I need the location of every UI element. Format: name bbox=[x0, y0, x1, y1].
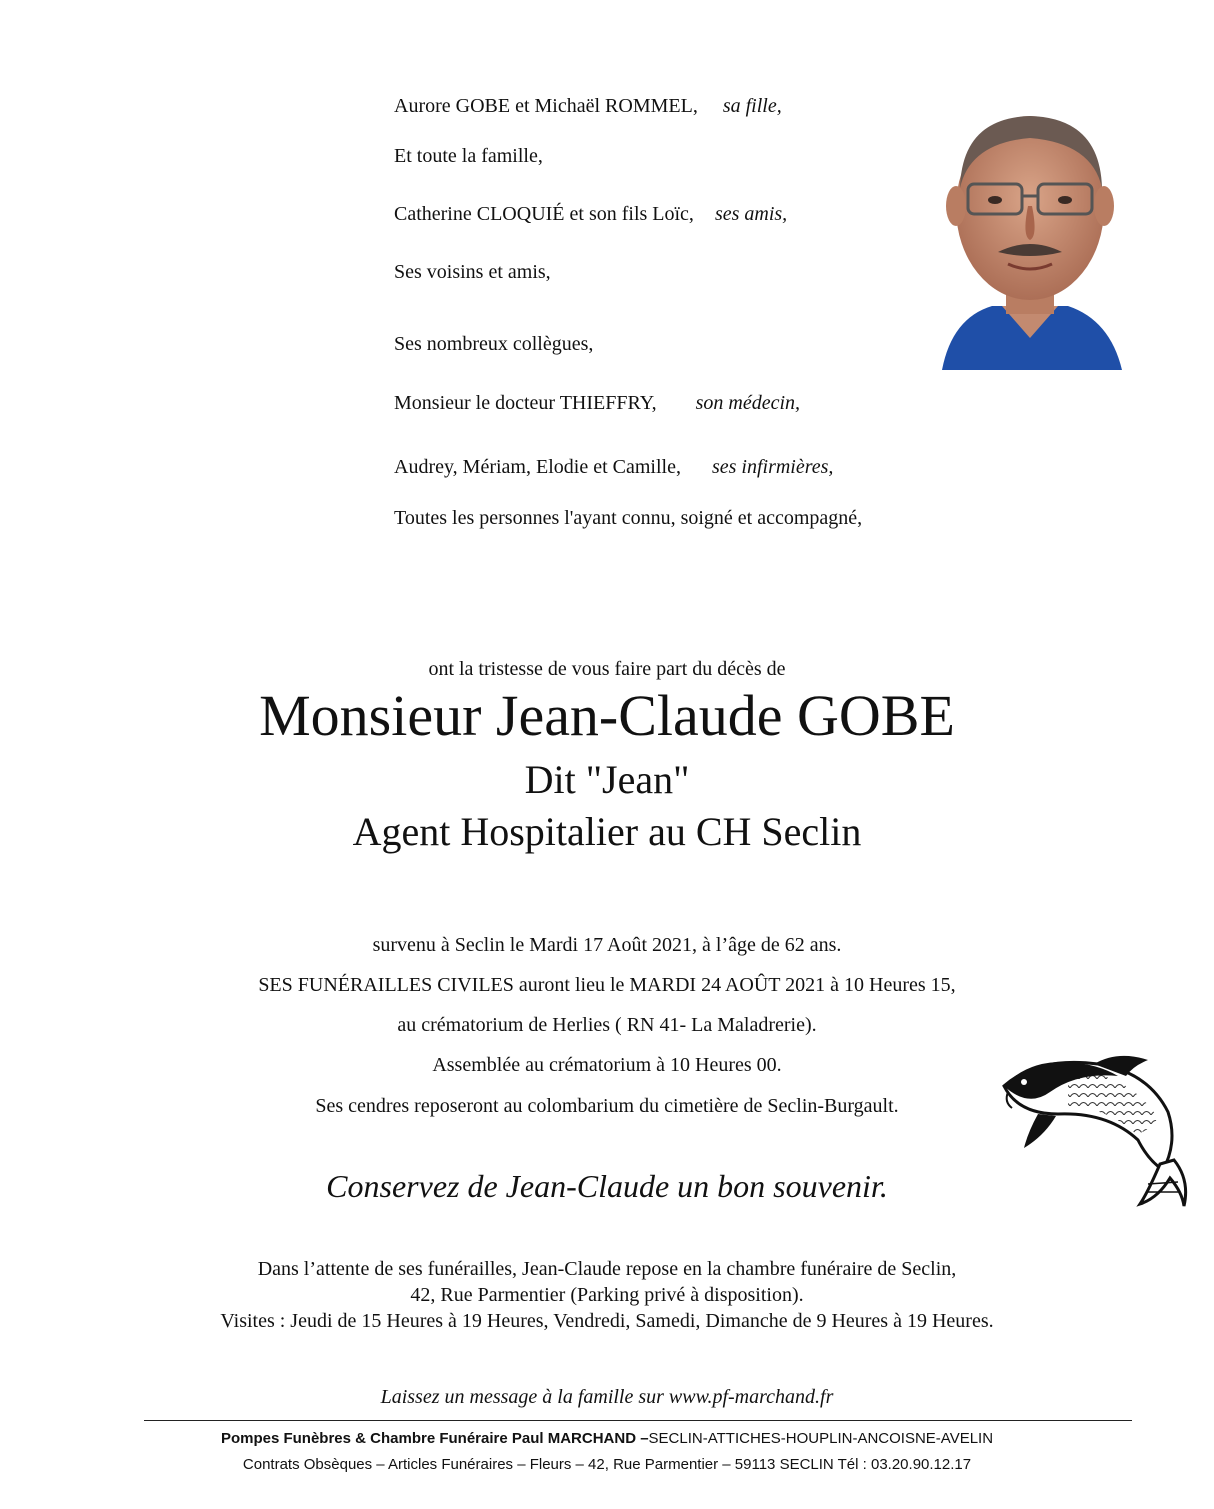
family-line-3 bbox=[394, 203, 787, 226]
announcement-intro: ont la tristesse de vous faire part du décès de bbox=[428, 658, 786, 680]
visits-line-1: Dans l’attente de ses funérailles, Jean-Claude repose en la chambre funéraire de Seclin, bbox=[257, 1258, 957, 1280]
detail-line-2: SES FUNÉRAILLES CIVILES auront lieu le MARDI 24 AOÛT 2021 à 10 Heures 15, bbox=[258, 974, 956, 996]
family-role: sa fille, bbox=[722, 95, 782, 117]
detail-line-4: Assemblée au crématorium à 10 Heures 00. bbox=[432, 1054, 782, 1076]
family-name: Monsieur le docteur THIEFFRY, bbox=[394, 392, 657, 414]
family-name: Et toute la famille, bbox=[394, 145, 543, 167]
family-line-4 bbox=[394, 261, 551, 284]
family-role: ses amis, bbox=[714, 203, 788, 225]
family-line-6 bbox=[394, 392, 800, 415]
detail-line-5: Ses cendres reposeront au colombarium du cimetière de Seclin-Burgault. bbox=[315, 1095, 899, 1117]
detail-line-3: au crématorium de Herlies ( RN 41- La Maladrerie). bbox=[397, 1014, 817, 1036]
footer-company: Pompes Funèbres & Chambre Funéraire Paul MARCHAND – bbox=[220, 1430, 649, 1447]
message-line: Laissez un message à la famille sur www.pf-marchand.fr bbox=[380, 1386, 834, 1408]
family-line-7 bbox=[394, 456, 833, 479]
footer-divider bbox=[144, 1420, 1132, 1421]
family-name: Catherine CLOQUIÉ et son fils Loïc, bbox=[394, 203, 694, 225]
visits-line-3: Visites : Jeudi de 15 Heures à 19 Heures, Vendredi, Samedi, Dimanche de 9 Heures à 19 Heures. bbox=[220, 1310, 994, 1332]
family-name: Ses nombreux collègues, bbox=[394, 333, 594, 355]
family-line-2 bbox=[394, 145, 543, 168]
family-name: Aurore GOBE et Michaël ROMMEL, bbox=[394, 95, 698, 117]
remembrance-line: Conservez de Jean-Claude un bon souvenir. bbox=[326, 1168, 888, 1204]
deceased-nickname: Dit "Jean" bbox=[524, 757, 690, 802]
family-role: son médecin, bbox=[695, 392, 801, 414]
family-line-8 bbox=[394, 507, 862, 530]
footer-line-2: Contrats Obsèques – Articles Funéraires – Fleurs – 42, Rue Parmentier – 59113 SECLIN Tél : 03.20.90.12.17 bbox=[242, 1456, 972, 1473]
detail-line-1: survenu à Seclin le Mardi 17 Août 2021, à l’âge de 62 ans. bbox=[372, 934, 842, 956]
deceased-name: Monsieur Jean-Claude GOBE bbox=[259, 683, 955, 748]
family-name: Toutes les personnes l'ayant connu, soigné et accompagné, bbox=[394, 507, 863, 529]
deceased-occupation: Agent Hospitalier au CH Seclin bbox=[352, 809, 862, 854]
family-line-1 bbox=[394, 95, 782, 118]
family-name: Ses voisins et amis, bbox=[394, 261, 551, 283]
visits-line-2: 42, Rue Parmentier (Parking privé à disposition). bbox=[410, 1284, 804, 1306]
family-name: Audrey, Mériam, Elodie et Camille, bbox=[394, 456, 681, 478]
family-role: ses infirmières, bbox=[711, 456, 834, 478]
footer-line-1 bbox=[0, 1430, 1214, 1447]
portrait-photo bbox=[932, 88, 1128, 370]
footer-towns: SECLIN-ATTICHES-HOUPLIN-ANCOISNE-AVELIN bbox=[648, 1430, 994, 1447]
family-line-5 bbox=[394, 333, 593, 356]
